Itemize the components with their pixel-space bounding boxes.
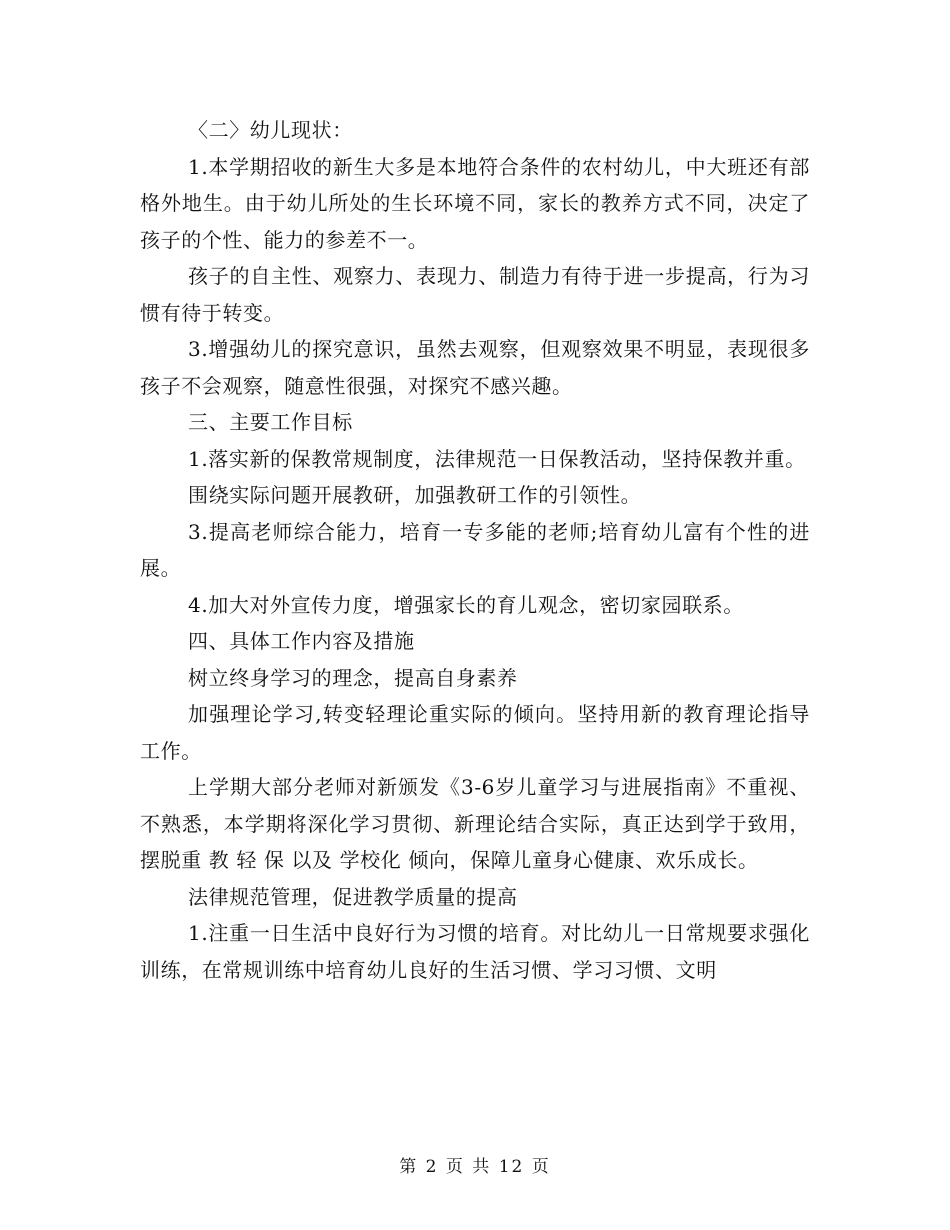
paragraph: 3.提高老师综合能力，培育一专多能的老师;培育幼儿富有个性的进展。: [140, 519, 810, 580]
paragraph: 上学期大部分老师对新颁发《3-6岁儿童学习与进展指南》不重视、不熟悉，本学期将深化学习贯彻、新理论结合实际，真正达到学于致用，摆脱重 教 轻 保 以及 学校化 倾向，保障儿童身心健康、欢乐成长。: [140, 775, 810, 872]
section-heading: 三、主要工作目标: [188, 410, 353, 434]
paragraph: 1.本学期招收的新生大多是本地符合条件的农村幼儿，中大班还有部格外地生。由于幼儿所处的生长环境不同，家长的教养方式不同，决定了孩子的个性、能力的参差不一。: [140, 154, 810, 252]
paragraph: 〈二〉幼儿现状：: [188, 118, 353, 142]
paragraph: 1.落实新的保教常规制度，法律规范一日保教活动，坚持保教并重。: [188, 446, 806, 471]
paragraph: 3.增强幼儿的探究意识，虽然去观察，但观察效果不明显，表现很多孩子不会观察，随意性很强，对探究不感兴趣。: [140, 337, 810, 398]
paragraph: 加强理论学习,转变轻理论重实际的倾向。坚持用新的教育理论指导工作。: [140, 702, 810, 763]
paragraph: 围绕实际问题开展教研，加强教研工作的引领性。: [188, 483, 642, 507]
subheading: 法律规范管理，促进教学质量的提高: [188, 884, 518, 909]
paragraph: 孩子的自主性、观察力、表现力、制造力有待于进一步提高，行为习惯有待于转变。: [140, 264, 810, 325]
subheading: 树立终身学习的理念，提高自身素养: [188, 665, 518, 690]
paragraph: 1.注重一日生活中良好行为习惯的培育。对比幼儿一日常规要求强化训练，在常规训练中培育幼儿良好的生活习惯、学习习惯、文明: [140, 921, 810, 982]
section-heading: 四、具体工作内容及措施: [188, 629, 415, 653]
page-number-footer: 第 2 页 共 12 页: [399, 1157, 551, 1177]
paragraph: 4.加大对外宣传力度，增强家长的育儿观念，密切家园联系。: [188, 592, 744, 617]
document-body: [140, 112, 810, 988]
